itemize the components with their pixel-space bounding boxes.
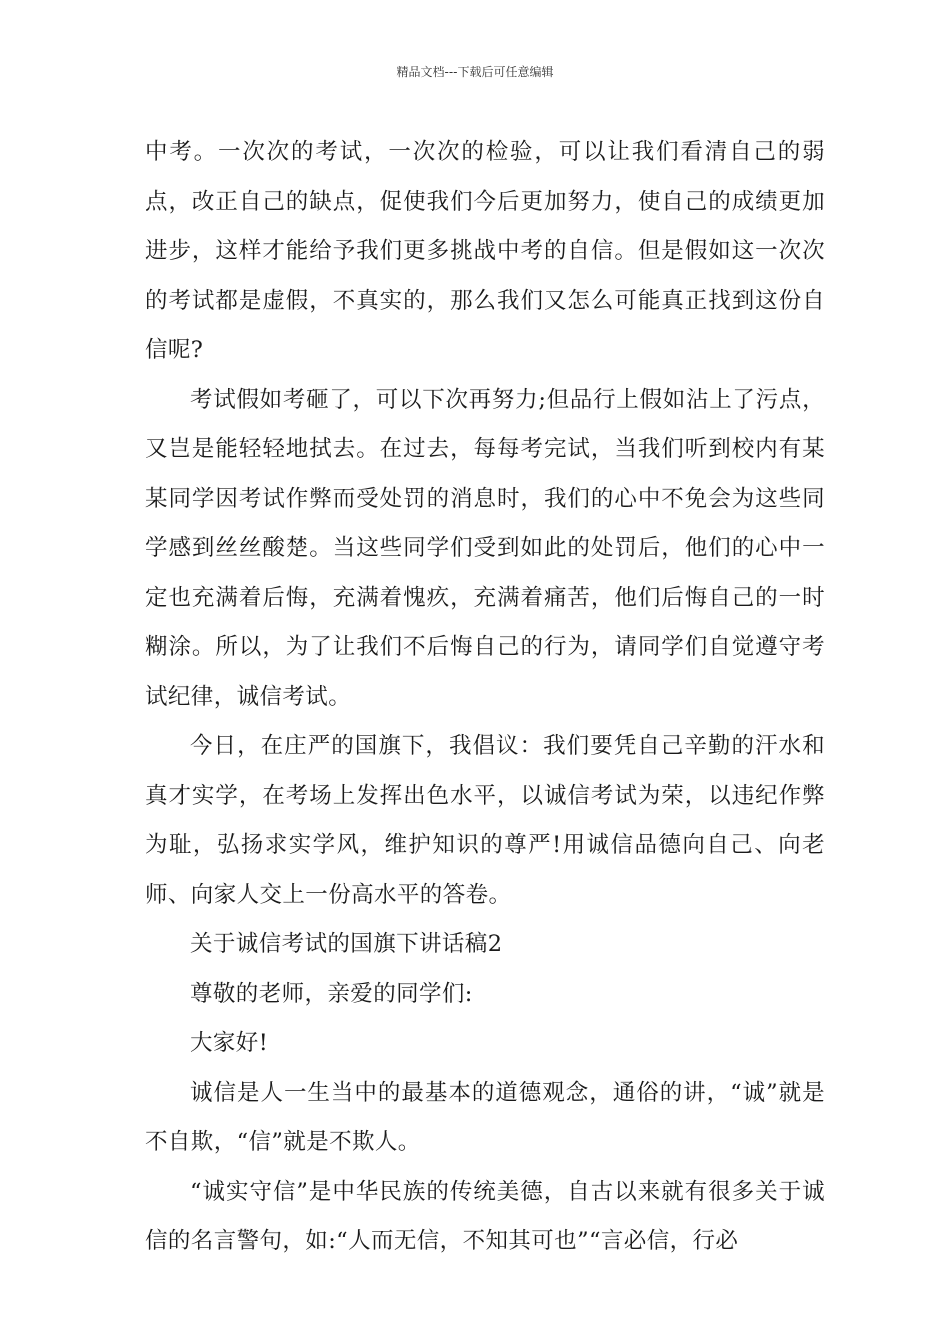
paragraph-proposal: 今日，在庄严的国旗下，我倡议：我们要凭自己辛勤的汗水和真才实学，在考场上发挥出色水平，以诚信考试为荣，以违纪作弊为耻，弘扬求实学风，维护知识的尊严!用诚信品德向自己、向老师、向家人交上一份高水平的答卷。 — [145, 733, 825, 908]
paragraph-tradition: “诚实守信”是中华民族的传统美德，自古以来就有很多关于诚信的名言警句，如:“人而无信，不知其可也”“言必信，行必 — [145, 1178, 825, 1254]
page-header: 精品文档---下载后可任意编辑 — [396, 65, 554, 79]
paragraph-continuation: 中考。一次次的考试，一次次的检验，可以让我们看清自己的弱点，改正自己的缺点，促使我们今后更加努力，使自己的成绩更加进步，这样才能给予我们更多挑战中考的自信。但是假如这一次次的考试都是虚假，不真实的，那么我们又怎么可能真正找到这份自信呢? — [145, 139, 825, 363]
paragraph-integrity-definition: 诚信是人一生当中的最基本的道德观念，通俗的讲，“诚”就是不自欺，“信”就是不欺人。 — [145, 1079, 825, 1155]
salutation: 尊敬的老师，亲爱的同学们: — [190, 980, 473, 1007]
greeting: 大家好! — [190, 1030, 269, 1056]
paragraph-exam-failure: 考试假如考砸了，可以下次再努力;但品行上假如沾上了污点，又岂是能轻轻地拭去。在过去，每每考完试，当我们听到校内有某某同学因考试作弊而受处罚的消息时，我们的心中不免会为这些同学感到丝丝酸楚。当这些同学们受到如此的处罚后，他们的心中一定也充满着后悔，充满着愧疚，充满着痛苦，他们后悔自己的一时糊涂。所以，为了让我们不后悔自己的行为，请同学们自觉遵守考试纪律，诚信考试。 — [145, 386, 825, 710]
document-body — [145, 128, 825, 1267]
speech-title: 关于诚信考试的国旗下讲话稿2 — [190, 931, 503, 957]
